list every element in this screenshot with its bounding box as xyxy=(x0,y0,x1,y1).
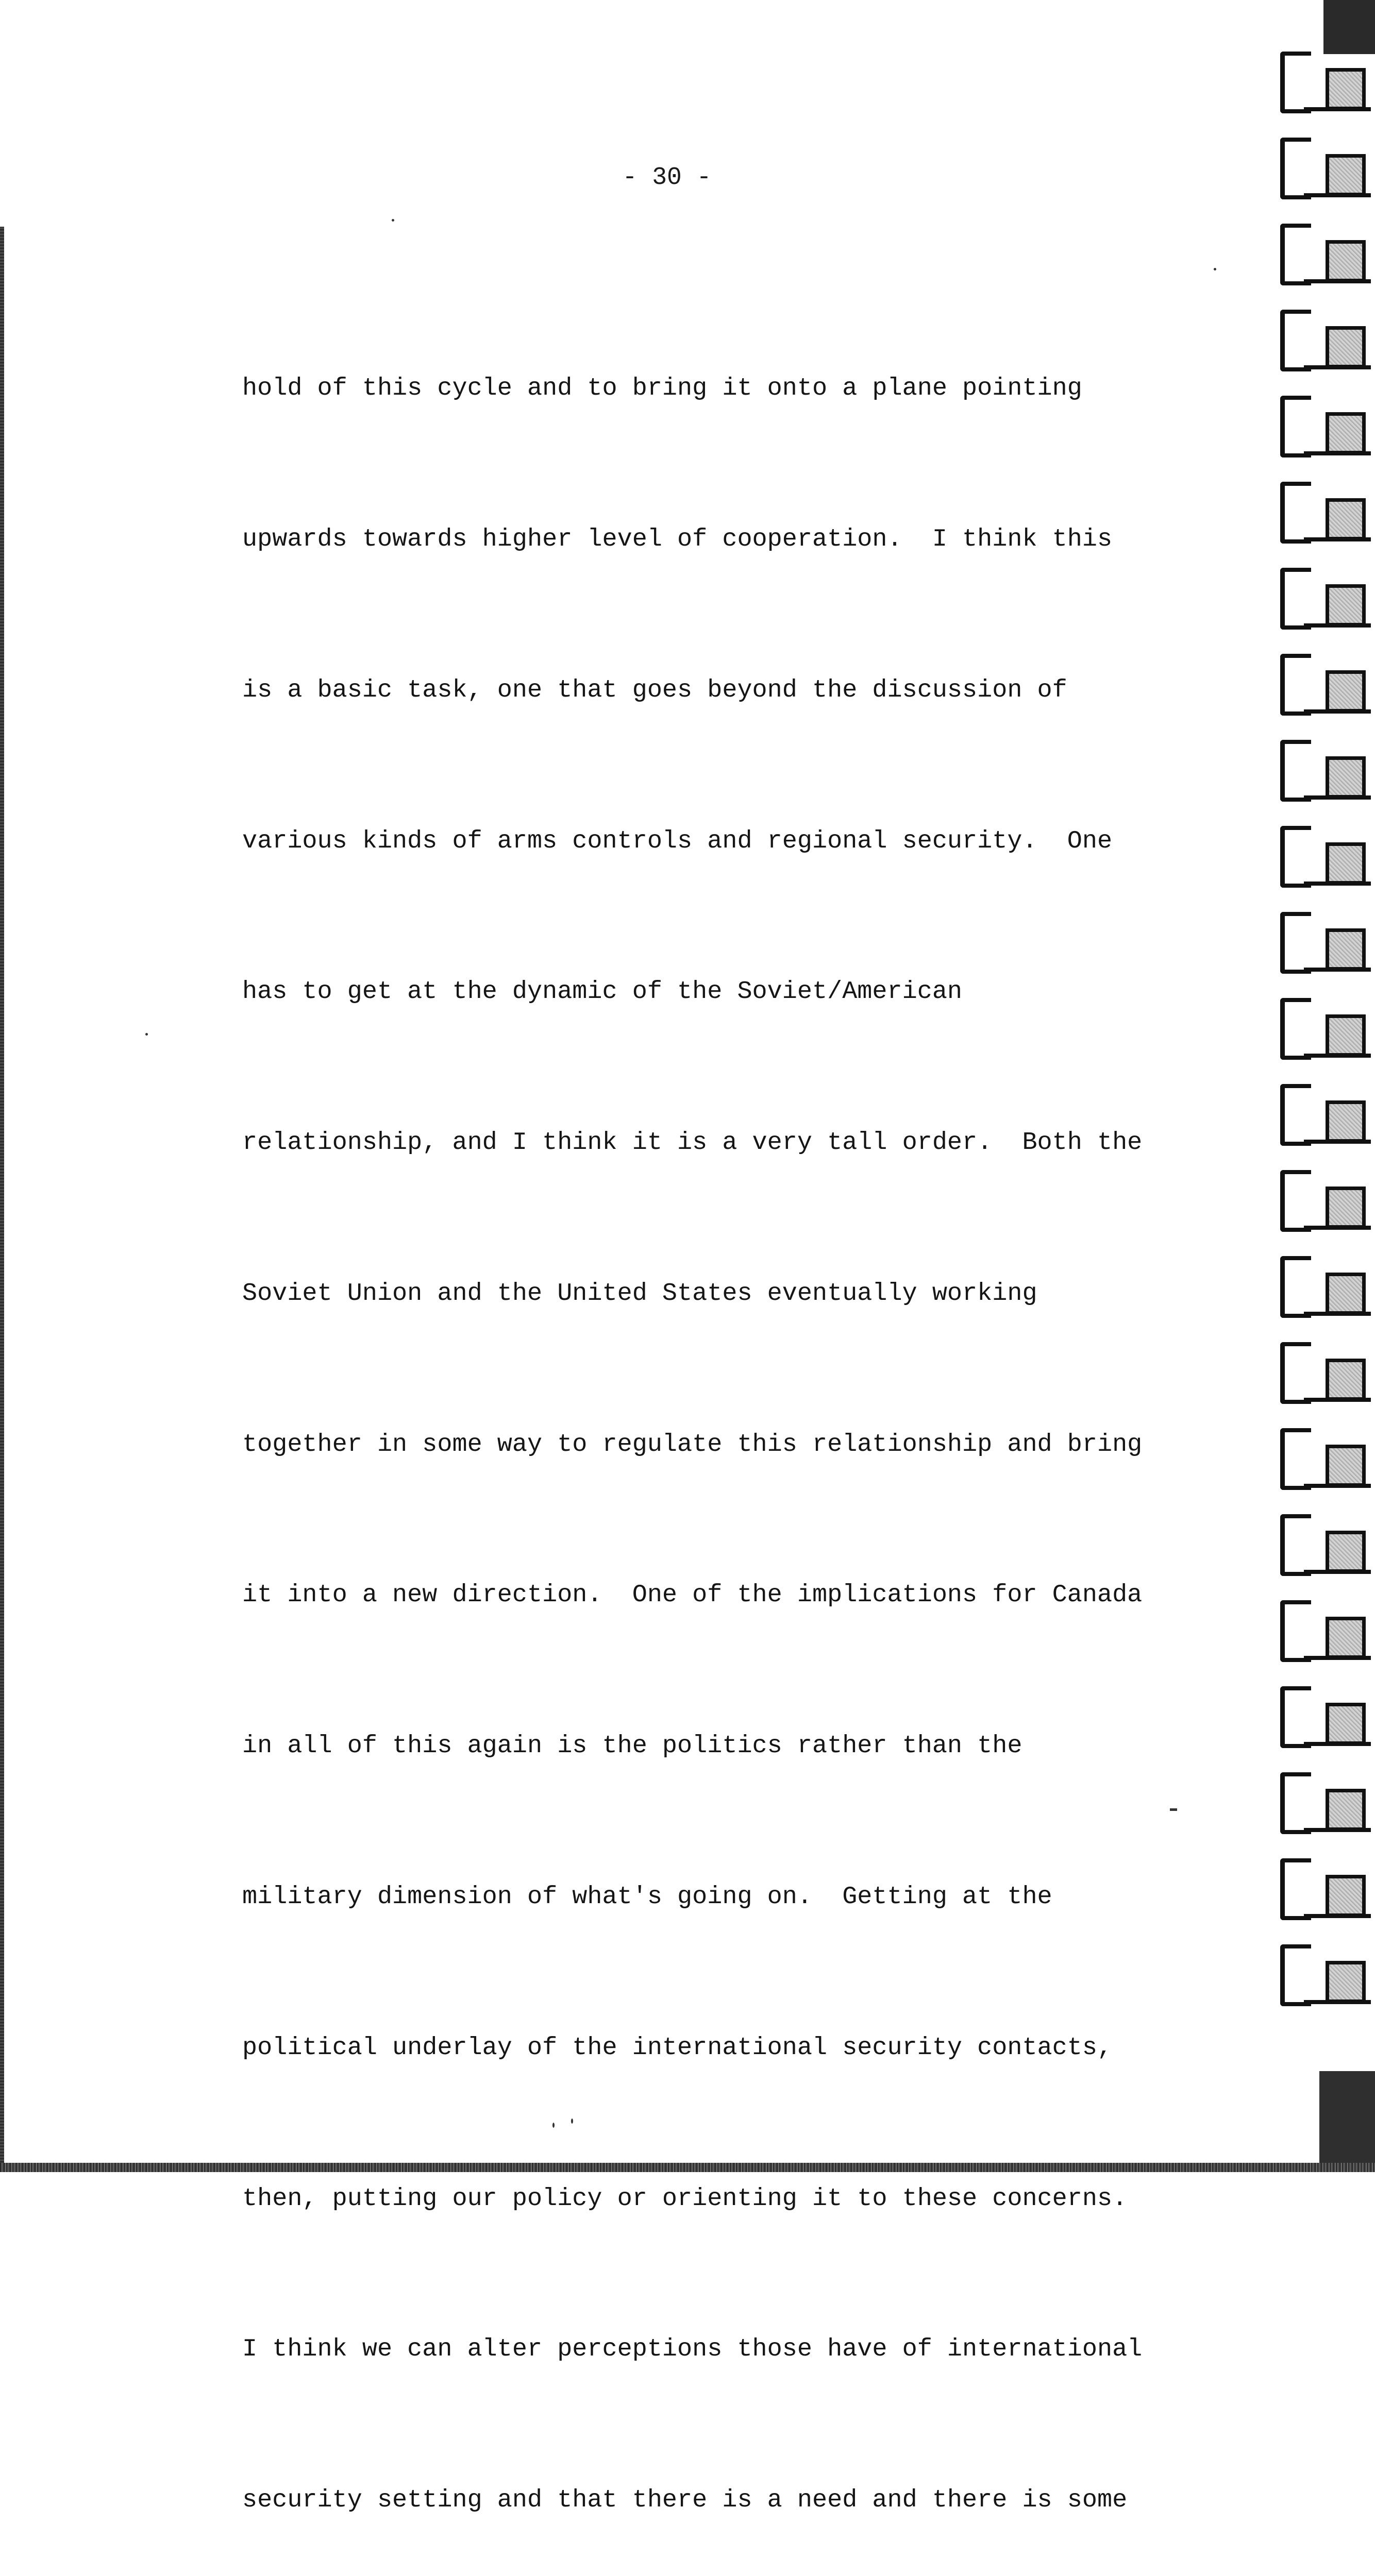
binding-hole xyxy=(1326,1273,1366,1315)
binding-coil-hook xyxy=(1280,310,1311,371)
binding-coil-hook xyxy=(1280,396,1311,457)
binding-wire xyxy=(1304,537,1371,541)
body-text xyxy=(242,263,1170,2576)
binding-coil xyxy=(1273,1600,1375,1672)
binding-hole xyxy=(1326,1617,1366,1659)
binding-coil xyxy=(1273,912,1375,984)
binding-coil xyxy=(1273,1772,1375,1844)
binding-coil xyxy=(1273,482,1375,554)
text-line: political underlay of the international security contacts, xyxy=(242,2033,1113,2062)
binding-coil xyxy=(1273,52,1375,124)
binding-hole xyxy=(1326,1359,1366,1401)
text-line: it into a new direction. One of the implications for Canada xyxy=(242,1581,1143,1609)
binding-coil xyxy=(1273,1342,1375,1414)
binding-hole xyxy=(1326,756,1366,799)
binding-coil xyxy=(1273,1858,1375,1930)
binding-coil-hook xyxy=(1280,1428,1311,1490)
binding-coil xyxy=(1273,1514,1375,1586)
binding-wire xyxy=(1304,2000,1371,2004)
text-line: upwards towards higher level of cooperation. I think this xyxy=(242,524,1113,553)
text-line: then, putting our policy or orienting it to these concerns. xyxy=(242,2184,1128,2213)
binding-coil-hook xyxy=(1280,998,1311,1060)
scan-bottom-edge xyxy=(0,2163,1375,2172)
binding-wire xyxy=(1304,1398,1371,1402)
binding-hole xyxy=(1326,154,1366,196)
binding-hole xyxy=(1326,326,1366,368)
binding-coil xyxy=(1273,568,1375,640)
binding-wire xyxy=(1304,623,1371,628)
binding-coil xyxy=(1273,998,1375,1070)
binding-coil-hook xyxy=(1280,1944,1311,2006)
binding-hole xyxy=(1326,240,1366,282)
binding-wire xyxy=(1304,709,1371,714)
binding-wire xyxy=(1304,1140,1371,1144)
text-line: military dimension of what's going on. Getting at the xyxy=(242,1883,1052,1911)
binding-wire xyxy=(1304,107,1371,111)
binding-wire xyxy=(1304,1656,1371,1660)
binding-coil xyxy=(1273,1686,1375,1758)
binding-hole xyxy=(1326,68,1366,110)
binding-coil xyxy=(1273,654,1375,726)
binding-hole xyxy=(1326,1789,1366,1831)
text-line: has to get at the dynamic of the Soviet/American xyxy=(242,977,963,1006)
binding-coil-hook xyxy=(1280,1256,1311,1318)
text-line: in all of this again is the politics rather than the xyxy=(242,1732,1022,1760)
binding-coil xyxy=(1273,1944,1375,2016)
binding-wire xyxy=(1304,795,1371,800)
text-line: is a basic task, one that goes beyond the discussion of xyxy=(242,675,1067,704)
binding-hole xyxy=(1326,1875,1366,1917)
binding-coil-hook xyxy=(1280,1600,1311,1662)
binding-hole xyxy=(1326,498,1366,540)
binding-coil xyxy=(1273,1256,1375,1328)
scan-speck xyxy=(145,1033,148,1036)
binding-coil-hook xyxy=(1280,1858,1311,1920)
binding-hole xyxy=(1326,670,1366,713)
binding-wire xyxy=(1304,1828,1371,1832)
text-line: hold of this cycle and to bring it onto a plane pointing xyxy=(242,374,1082,403)
binding-hole xyxy=(1326,928,1366,971)
binding-coil-hook xyxy=(1280,740,1311,802)
binding-coil-hook xyxy=(1280,52,1311,113)
binding-coil-hook xyxy=(1280,482,1311,544)
binding-wire xyxy=(1304,968,1371,972)
binding-bottom-block xyxy=(1319,2071,1375,2172)
binding-coil xyxy=(1273,224,1375,296)
text-line: security setting and that there is a need and there is some xyxy=(242,2486,1128,2515)
binding-coil-hook xyxy=(1280,138,1311,199)
binding-coil xyxy=(1273,1170,1375,1242)
binding-coil-hook xyxy=(1280,912,1311,974)
binding-hole xyxy=(1326,1187,1366,1229)
binding-coil-hook xyxy=(1280,1084,1311,1146)
binding-wire xyxy=(1304,451,1371,455)
binding-coil xyxy=(1273,310,1375,382)
binding-top-block xyxy=(1323,0,1375,54)
scan-speck xyxy=(552,2123,555,2128)
binding-coil-hook xyxy=(1280,1342,1311,1404)
scan-left-edge xyxy=(0,227,4,2172)
binding-wire xyxy=(1304,279,1371,283)
text-line: Soviet Union and the United States eventually working xyxy=(242,1279,1037,1308)
binding-coil-hook xyxy=(1280,1170,1311,1232)
binding-coil-hook xyxy=(1280,224,1311,285)
binding-hole xyxy=(1326,1703,1366,1745)
binding-coil xyxy=(1273,1084,1375,1156)
text-line: relationship, and I think it is a very tall order. Both the xyxy=(242,1128,1143,1157)
spiral-binding xyxy=(1273,0,1375,2172)
binding-coil xyxy=(1273,396,1375,468)
binding-wire xyxy=(1304,1226,1371,1230)
binding-coil-hook xyxy=(1280,654,1311,716)
binding-coil xyxy=(1273,826,1375,898)
binding-hole xyxy=(1326,1100,1366,1143)
binding-hole xyxy=(1326,842,1366,885)
scan-speck xyxy=(392,219,394,222)
binding-coil-hook xyxy=(1280,1772,1311,1834)
binding-hole xyxy=(1326,412,1366,454)
page-number: - 30 - xyxy=(622,164,712,192)
binding-hole xyxy=(1326,1961,1366,2003)
binding-wire xyxy=(1304,1742,1371,1746)
text-line: various kinds of arms controls and regional security. One xyxy=(242,826,1113,855)
scan-speck xyxy=(1214,268,1216,270)
binding-wire xyxy=(1304,193,1371,197)
binding-hole xyxy=(1326,1531,1366,1573)
binding-wire xyxy=(1304,365,1371,369)
binding-coil xyxy=(1273,1428,1375,1500)
binding-wire xyxy=(1304,1570,1371,1574)
scan-speck xyxy=(571,2119,573,2124)
binding-coil-hook xyxy=(1280,826,1311,888)
binding-hole xyxy=(1326,1014,1366,1057)
scan-speck xyxy=(1170,1808,1177,1811)
binding-coil xyxy=(1273,740,1375,812)
binding-hole xyxy=(1326,1445,1366,1487)
binding-coil xyxy=(1273,138,1375,210)
binding-wire xyxy=(1304,882,1371,886)
text-line: together in some way to regulate this relationship and bring xyxy=(242,1430,1143,1459)
binding-wire xyxy=(1304,1054,1371,1058)
binding-wire xyxy=(1304,1484,1371,1488)
binding-wire xyxy=(1304,1312,1371,1316)
binding-wire xyxy=(1304,1914,1371,1918)
binding-coil-hook xyxy=(1280,568,1311,630)
text-line: I think we can alter perceptions those have of international xyxy=(242,2335,1143,2364)
binding-coil-hook xyxy=(1280,1514,1311,1576)
binding-coil-hook xyxy=(1280,1686,1311,1748)
binding-hole xyxy=(1326,584,1366,626)
